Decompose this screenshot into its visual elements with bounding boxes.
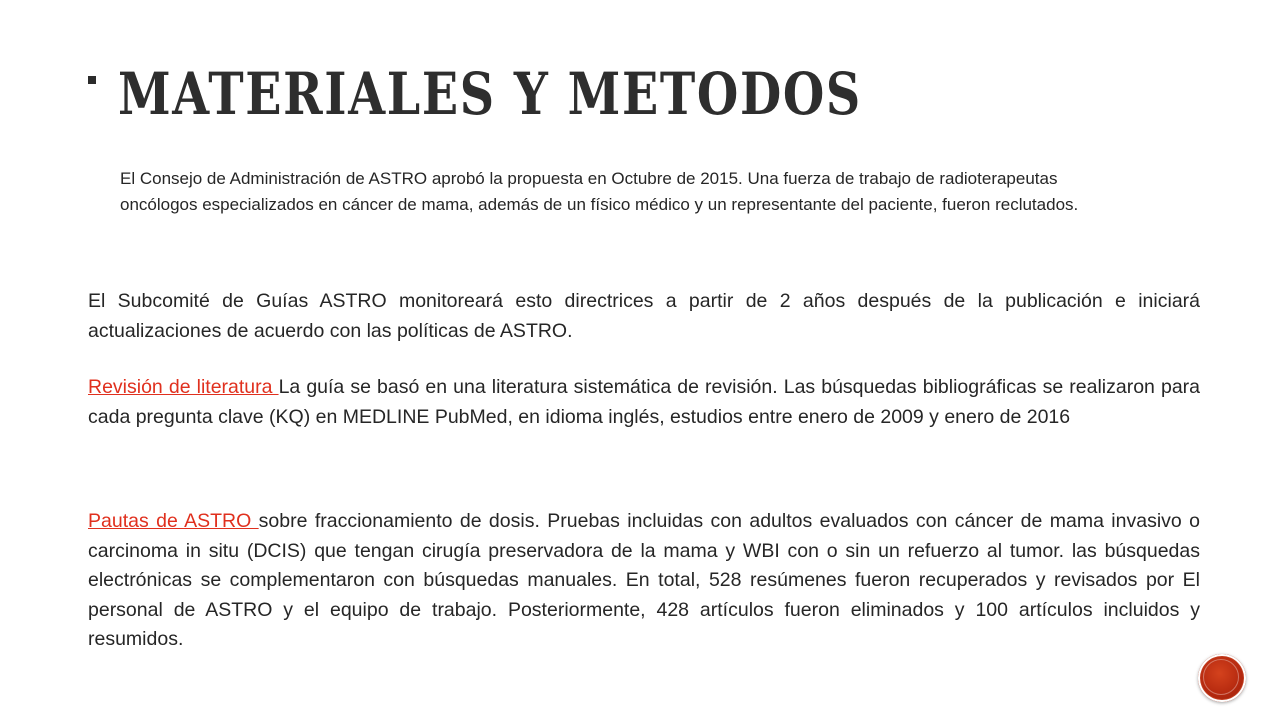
literature-review-text: La guía se basó en una literatura sistemática de revisión. Las búsquedas bibliográficas se realizaron para cada pregunta clave (KQ) en MEDLINE PubMed, en idioma inglés, estudios entre enero de 2009 y enero de 2016 (88, 376, 1201, 428)
intro-paragraph: El Consejo de Administración de ASTRO aprobó la propuesta en Octubre de 2015. Una fuerza de trabajo de radioterapeutas oncólogos especializados en cáncer de mama, además de un físico médico y un representante del paciente, fueron reclutados. (120, 169, 1079, 214)
astro-guidelines-text: sobre fraccionamiento de dosis. Pruebas incluidas con adultos evaluados con cáncer de mama invasivo o carcinoma in situ (DCIS) que tengan cirugía preservadora de la mama y WBI con o sin un refuerzo al tumor. las búsquedas electrónicas se complementaron con búsquedas manuales. En total, 528 resúmenes fueron recuperados y revisados por El personal de ASTRO y el equipo de trabajo. Posteriormente, 428 artículos fueron eliminados y 100 artículos incluidos y resumidos. (88, 510, 1200, 650)
red-circle-button-icon[interactable] (1198, 654, 1246, 702)
button-ring (1203, 659, 1239, 695)
title-bullet-square (88, 76, 96, 84)
paragraph-guidelines-subcommittee: El Subcomité de Guías ASTRO monitoreará esto directrices a partir de 2 años después de la publicación e iniciará actualizaciones de acuerdo con las políticas de ASTRO. (88, 290, 1200, 342)
paragraph-literature-review (88, 373, 1200, 432)
slide-title: MATERIALES Y METODOS (118, 60, 862, 128)
astro-guidelines-link[interactable]: Pautas de ASTRO (88, 510, 259, 532)
literature-review-link[interactable]: Revisión de literatura (88, 376, 279, 398)
paragraph-astro-guidelines (88, 507, 1200, 655)
